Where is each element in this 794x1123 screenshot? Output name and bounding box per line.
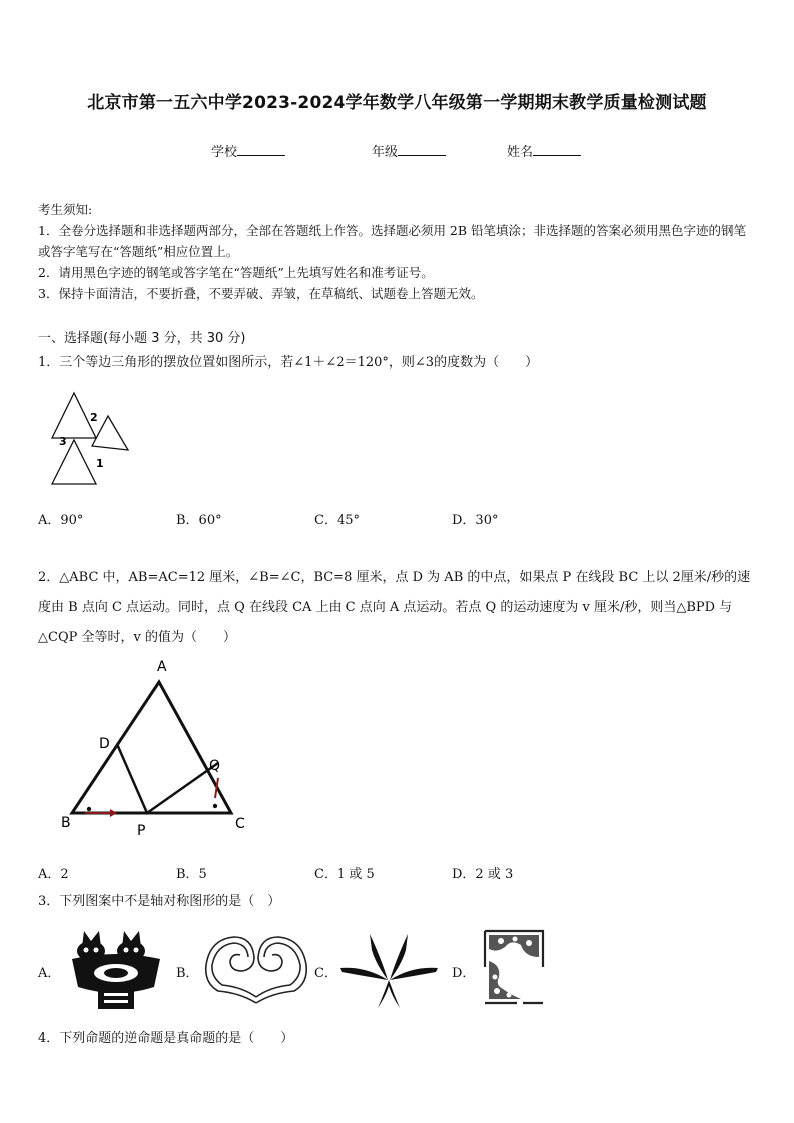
point-q-label: Q [209,758,221,774]
page-title: 北京市第一五六中学2023-2024学年数学八年级第一学期期末教学质量检测试题 [87,93,707,113]
vertex-b-label: B [61,815,71,831]
notice-item-1: 1．全卷分选择题和非选择题两部分，全部在答题纸上作答。选择题必须用 2B 铅笔填涂；非选择题的答案必须用黑色字迹的钢笔或答字笔写在“答题纸”相应位置上。 [38,223,747,259]
q3-pattern-d-image [481,927,547,1007]
q1-option-b: B．60° [176,513,222,528]
notice-heading: 考生须知: [38,202,93,217]
q2-option-d: D．2 或 3 [452,867,514,882]
q1-option-a: A．90° [38,513,84,528]
question-2-figure [55,650,255,840]
name-blank [533,143,581,156]
question-1-figure [40,388,140,488]
grade-label: 年级 [372,145,399,160]
vertex-d-label: D [99,736,110,752]
name-field [507,141,581,160]
q3-option-b: B． [176,966,199,981]
q1-option-d: D．30° [452,513,499,528]
q3-option-c: C． [314,966,337,981]
angle-label-1: 1 [96,457,104,470]
q2-option-c: C．1 或 5 [314,867,375,882]
school-label: 学校 [211,145,238,160]
vertex-c-label: C [235,816,245,832]
vertex-a-label: A [157,659,167,675]
section-heading: 一、选择题(每小题 3 分，共 30 分) [38,331,246,346]
notice-item-3: 3．保持卡面清洁，不要折叠，不要弄破、弄皱，在草稿纸、试题卷上答题无效。 [38,286,484,301]
q3-option-a: A． [38,966,61,981]
q3-option-d: D． [452,966,476,981]
name-label: 姓名 [507,145,534,160]
angle-label-3: 3 [59,435,67,448]
point-p-label: P [137,823,146,839]
q3-pattern-a-image [64,925,169,1015]
q1-option-c: C．45° [314,513,360,528]
school-blank [237,143,285,156]
q3-pattern-b-image [200,927,312,1011]
grade-blank [398,143,446,156]
question-1-text: 1．三个等边三角形的摆放位置如图所示，若∠1＋∠2＝120°，则∠3的度数为（ ） [38,355,539,370]
q2-option-a: A．2 [38,867,69,882]
question-4-text: 4．下列命题的逆命题是真命题的是（ ） [38,1031,294,1046]
question-3-text: 3．下列图案中不是轴对称图形的是（ ） [38,894,281,909]
angle-label-2: 2 [90,411,98,424]
grade-field [372,141,446,160]
q3-pattern-c-image [338,930,440,1010]
school-field [211,141,285,160]
question-2-text: 2．△ABC 中，AB=AC=12 厘米，∠B=∠C，BC=8 厘米，点 D 为 AB 的中点，如果点 P 在线段 BC 上以 2厘米/秒的速度由 B 点向 C 点运动。同时，点 Q 在线段 CA 上由 C 点向 A 点运动。若点 Q 的运动速度为 v 厘米/秒，则当△BPD 与△CQP 全等时，v 的值为（ ） [38,570,751,645]
notice-item-2: 2．请用黑色字迹的钢笔或答字笔在“答题纸”上先填写姓名和准考证号。 [38,265,434,280]
q2-option-b: B．5 [176,867,207,882]
